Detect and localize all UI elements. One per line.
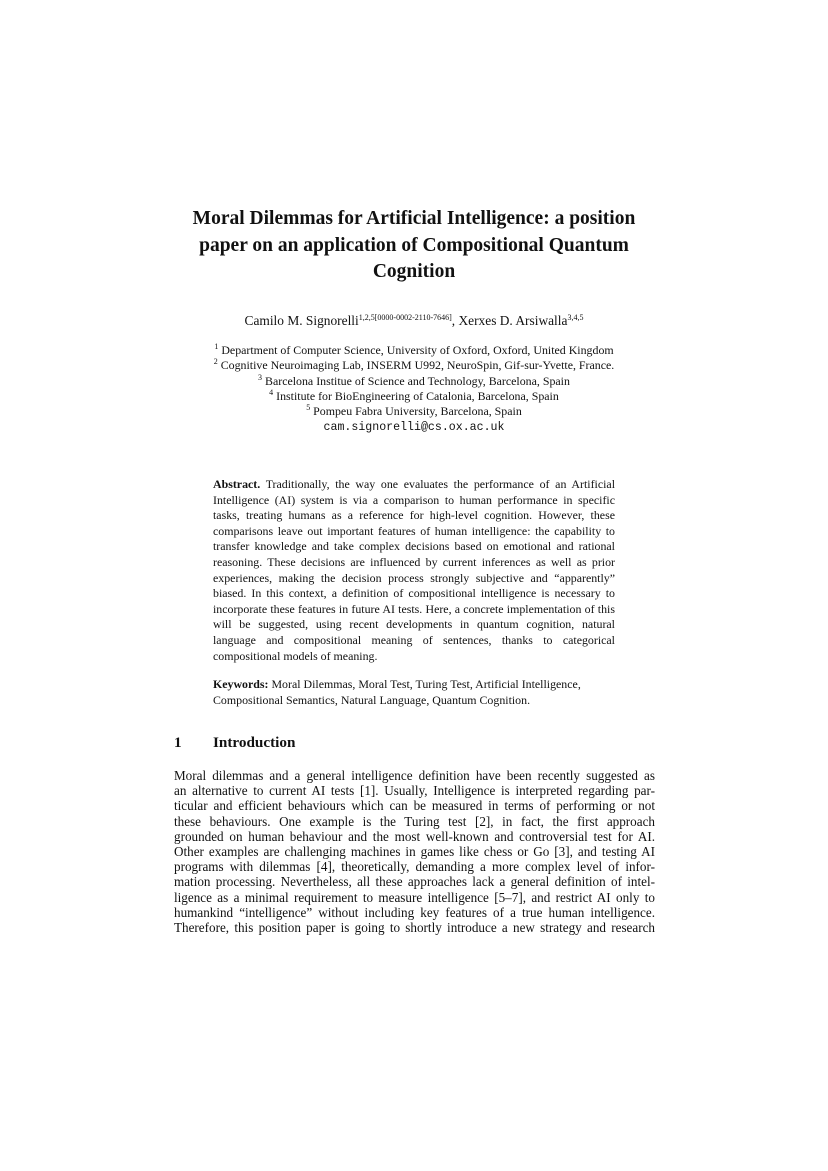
- title-line: Cognition: [372, 261, 456, 282]
- section-number: 1: [174, 734, 182, 751]
- affiliation-number: 2: [213, 357, 218, 367]
- paragraph-line: ligence as a minimal requirement to measure intelligence [5–7], and restrict AI only to: [174, 889, 655, 905]
- title-line: Moral Dilemmas for Artificial Intelligence: a position: [192, 208, 636, 229]
- author-list: [140, 312, 688, 330]
- affiliation-text: Institute for BioEngineering of Catalonia, Barcelona, Spain: [273, 388, 559, 403]
- paragraph-line: ticular and efficient behaviours which can be measured in terms of performing or not: [174, 798, 655, 814]
- affiliation-number: 4: [269, 387, 274, 397]
- affiliation: [140, 343, 688, 358]
- affiliation-text: Pompeu Fabra University, Barcelona, Spain: [310, 404, 522, 419]
- abstract: [213, 477, 615, 664]
- paragraph-line: Other examples are challenging machines in games like chess or Go [3], and testing AI: [174, 844, 655, 860]
- author-name: Camilo M. Signorelli: [244, 313, 359, 328]
- paragraph-line: grounded on human behaviour and the most well-known and controversial test for AI.: [174, 828, 655, 844]
- affiliation-text: Department of Computer Science, University of Oxford, Oxford, United Kingdom: [218, 343, 614, 357]
- affiliation-list: [140, 343, 688, 436]
- keywords: [213, 677, 615, 708]
- affiliation-number: 5: [306, 403, 311, 413]
- author-affiliation-marker: 1,2,5[0000-0002-2110-7646]: [358, 313, 452, 322]
- paragraph-line: humankind “intelligence” without including key features of a true human intelligence.: [174, 904, 655, 920]
- paragraph-line: mation processing. Nevertheless, all these approaches lack a general definition of intel-: [174, 874, 655, 890]
- keywords-text: Moral Dilemmas, Moral Test, Turing Test, Artificial Intelligence, Compositional Semantics, Natural Language, Quantum Cognition.: [213, 677, 581, 707]
- affiliation-number: 3: [258, 372, 263, 382]
- paragraph-line: programs with dilemmas [4], theoretically, demanding a more complex level of infor-: [174, 859, 655, 875]
- title-line: paper on an application of Compositional Quantum: [199, 234, 629, 256]
- affiliation: [140, 358, 688, 373]
- affiliation-text: Cognitive Neuroimaging Lab, INSERM U992, NeuroSpin, Gif-sur-Yvette, France.: [217, 358, 615, 373]
- introduction-paragraph: [174, 768, 655, 935]
- affiliation-number: 1: [214, 342, 219, 351]
- paragraph-line: Moral dilemmas and a general intelligence definition have been recently suggested as: [174, 768, 655, 783]
- paragraph-line: these behaviours. One example is the Turing test [2], in fact, the first approach: [174, 813, 655, 829]
- affiliation: [140, 389, 688, 404]
- paper-title: [150, 206, 678, 286]
- affiliation-text: Barcelona Institue of Science and Technology, Barcelona, Spain: [262, 373, 570, 388]
- abstract-label: Abstract.: [213, 477, 261, 491]
- author-affiliation-marker: 3,4,5: [567, 313, 584, 322]
- paragraph-line: Therefore, this position paper is going to shortly introduce a new strategy and research: [174, 920, 655, 936]
- abstract-text: Traditionally, the way one evaluates the performance of an Artificial Intelligence (AI) system is via a comparison to human performance in specific tasks, treating humans as a reference for high-level cognition. However, these comparisons leave out important features of human intelligence: the capability to transfer knowledge and take complex decisions based on emotional and rational reasoning. These decisions are influenced by current inferences as well as prior experiences, making the decision process strongly subjective and “apparently” biased. In this context, a definition of compositional intelligence is necessary to incorporate these features in future AI tests. Here, a concrete implementation of this will be suggested, using recent developments in quantum cognition, natural language and compositional meaning of sentences, thanks to categorical compositional models of meaning.: [213, 477, 615, 663]
- section-heading-introduction: [174, 733, 654, 753]
- affiliation: [140, 404, 688, 419]
- paragraph-line: an alternative to current AI tests [1]. Usually, Intelligence is interpreted regarding par-: [174, 783, 655, 799]
- contact-email[interactable]: cam.signorelli@cs.ox.ac.uk: [323, 421, 505, 435]
- author-separator: ,: [451, 313, 459, 328]
- keywords-label: Keywords:: [213, 677, 269, 691]
- section-title: Introduction: [213, 734, 296, 751]
- author-name: Xerxes D. Arsiwalla: [458, 313, 568, 328]
- affiliation: [140, 374, 688, 389]
